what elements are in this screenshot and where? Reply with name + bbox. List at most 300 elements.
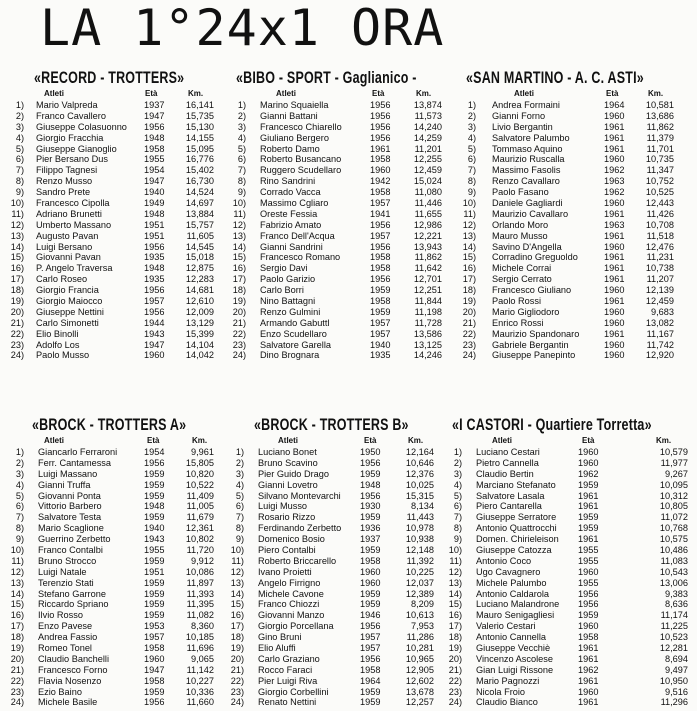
athlete-name: Valerio Cestari <box>476 621 536 632</box>
athlete-distance-km: 11,426 <box>646 208 674 219</box>
athlete-distance-km: 8,694 <box>665 653 688 664</box>
athlete-row <box>462 263 691 274</box>
athlete-distance-km: 9,267 <box>665 468 688 479</box>
athlete-rank: 17) <box>232 274 246 285</box>
athlete-rank: 4) <box>235 479 244 490</box>
athlete-name: Michele Palumbo <box>476 577 547 588</box>
athlete-name: Marciano Stefanato <box>476 479 556 490</box>
athlete-name: Francesco Giuliano <box>492 285 572 296</box>
athlete-distance-km: 11,897 <box>186 577 214 588</box>
athlete-name: Domen. Chirieleison <box>476 534 559 545</box>
athlete-rank: 11) <box>11 555 24 566</box>
athlete-name: Luciano Bonet <box>258 447 317 457</box>
team-name: «I CASTORI - Quartiere Torretta» <box>452 415 652 434</box>
athlete-row <box>10 686 228 698</box>
athlete-rank: 16) <box>10 263 24 274</box>
athlete-birth-year: 1946 <box>360 610 381 621</box>
athlete-name: Gian Luigi Rissone <box>476 664 554 675</box>
athlete-distance-km: 11,201 <box>414 143 442 154</box>
athlete-birth-year: 1957 <box>144 632 165 643</box>
athlete-rank: 15) <box>448 599 462 610</box>
athlete-name: Maurizio Cavallaro <box>492 208 569 219</box>
athlete-rank: 3) <box>15 121 24 132</box>
athlete-row <box>230 632 454 643</box>
athlete-row <box>466 144 691 155</box>
athlete-birth-year: 1935 <box>144 274 165 285</box>
athlete-rank: 18) <box>230 632 244 643</box>
athlete-distance-km: 11,573 <box>414 110 442 121</box>
athlete-birth-year: 1956 <box>360 653 381 664</box>
athlete-distance-km: 10,805 <box>659 501 688 512</box>
athlete-birth-year: 1956 <box>370 121 391 132</box>
athlete-row <box>232 219 466 231</box>
athlete-name: Gianni Truffa <box>38 479 91 490</box>
athlete-rank: 13) <box>230 577 244 588</box>
athlete-distance-km: 11,720 <box>186 545 214 556</box>
athlete-row <box>448 588 692 600</box>
athlete-row <box>232 230 466 242</box>
athlete-birth-year: 1961 <box>604 132 625 143</box>
athlete-row <box>236 154 466 165</box>
athlete-row <box>14 144 228 155</box>
athlete-list <box>10 447 228 708</box>
column-header-age: Età <box>372 89 385 98</box>
athlete-name: Andrea Fassio <box>38 632 98 643</box>
athlete-distance-km: 9,383 <box>665 588 688 599</box>
column-header-age: Età <box>147 436 160 445</box>
athlete-row <box>466 154 691 165</box>
athlete-rank: 6) <box>237 154 246 165</box>
athlete-name: Claudio Banchelli <box>38 653 109 664</box>
athlete-name: Franco Dell'Acqua <box>260 230 335 241</box>
athlete-name: Ruggero Scudellaro <box>260 165 342 176</box>
athlete-name: Sandro Prete <box>36 187 91 198</box>
athlete-rank: 12) <box>230 566 244 577</box>
athlete-distance-km: 11,080 <box>414 187 442 198</box>
athlete-distance-km: 10,543 <box>659 566 688 577</box>
athlete-rank: 21) <box>232 317 246 328</box>
athlete-row <box>231 555 454 567</box>
athlete-row <box>10 241 228 253</box>
athlete-distance-km: 11,347 <box>646 165 674 176</box>
athlete-row <box>234 491 454 502</box>
athlete-name: Francesco Chiarello <box>260 121 342 132</box>
athlete-name: Tommaso Aquino <box>492 143 563 154</box>
athlete-distance-km: 15,735 <box>185 110 214 121</box>
athlete-row <box>234 512 454 523</box>
athlete-name: Orlando Moro <box>492 219 549 230</box>
athlete-distance-km: 15,757 <box>185 219 214 230</box>
athlete-name: Renzo Musso <box>36 176 93 187</box>
athlete-name: Riccardo Spriano <box>38 599 109 610</box>
team-name: «RECORD - TROTTERS» <box>34 68 185 87</box>
athlete-name: Oreste Fessia <box>260 208 318 219</box>
athlete-birth-year: 1957 <box>360 632 381 643</box>
athlete-birth-year: 1956 <box>360 490 381 501</box>
athlete-distance-km: 13,874 <box>413 100 442 110</box>
athlete-name: Giuseppe Serratore <box>476 512 557 523</box>
athlete-rank: 24) <box>462 350 476 361</box>
athlete-rank: 7) <box>237 165 246 176</box>
athlete-row <box>232 252 466 263</box>
athlete-row <box>232 296 466 307</box>
athlete-rank: 5) <box>15 490 24 501</box>
athlete-rank: 4) <box>237 132 246 143</box>
athlete-rank: 10) <box>230 545 244 556</box>
athlete-rank: 9) <box>453 534 462 545</box>
athlete-row <box>232 285 466 296</box>
column-header-row <box>14 89 228 100</box>
athlete-name: Nicola Froio <box>476 686 526 697</box>
athlete-row <box>14 133 228 144</box>
column-header-age: Età <box>606 89 619 98</box>
athlete-birth-year: 1956 <box>370 132 391 143</box>
athlete-birth-year: 1947 <box>144 176 165 187</box>
athlete-rank: 8) <box>467 176 476 187</box>
athlete-row <box>236 165 466 176</box>
athlete-row <box>236 187 466 198</box>
athlete-rank: 18) <box>448 632 462 643</box>
athlete-distance-km: 10,086 <box>185 566 214 577</box>
athlete-name: Fabrizio Amato <box>260 219 322 230</box>
athlete-birth-year: 1957 <box>360 643 381 654</box>
page-title: LA 1°24x1 ORA <box>40 0 445 57</box>
athlete-distance-km: 11,862 <box>414 252 442 263</box>
athlete-distance-km: 10,950 <box>659 675 688 686</box>
athlete-rank: 8) <box>15 523 24 534</box>
athlete-birth-year: 1964 <box>604 100 625 110</box>
athlete-rank: 21) <box>10 664 24 675</box>
athlete-distance-km: 14,104 <box>185 339 214 350</box>
athlete-rank: 2) <box>237 110 246 121</box>
athlete-distance-km: 10,227 <box>185 675 214 686</box>
athlete-row <box>234 523 454 534</box>
athlete-birth-year: 1951 <box>144 566 165 577</box>
athlete-rank: 20) <box>230 653 244 664</box>
athlete-row <box>232 350 466 361</box>
athlete-rank: 9) <box>15 534 24 545</box>
athlete-rank: 13) <box>462 230 476 241</box>
athlete-name: Luigi Natale <box>38 566 87 577</box>
column-header-km: Km. <box>656 436 672 445</box>
athlete-name: Antonio Cannella <box>476 632 546 643</box>
athlete-distance-km: 11,392 <box>406 555 434 566</box>
athlete-birth-year: 1948 <box>144 132 165 143</box>
athlete-birth-year: 1961 <box>578 675 599 686</box>
athlete-row <box>448 653 692 665</box>
athlete-birth-year: 1955 <box>578 555 599 566</box>
athlete-row <box>14 176 228 187</box>
athlete-distance-km: 13,884 <box>185 208 214 219</box>
athlete-birth-year: 1962 <box>604 187 625 198</box>
athlete-birth-year: 1955 <box>578 545 599 556</box>
athlete-name: Paolo Rossi <box>492 296 542 307</box>
athlete-name: Giovanni Pavan <box>36 252 101 263</box>
athlete-birth-year: 1963 <box>604 176 625 187</box>
athlete-row <box>234 469 454 480</box>
athlete-name: Massimo Fasolis <box>492 165 561 176</box>
athlete-name: Luciano Cestari <box>476 447 540 457</box>
athlete-name: Mauro Senigagliesi <box>476 610 555 621</box>
athlete-name: Paolo Musso <box>36 350 90 361</box>
athlete-row <box>232 241 466 253</box>
athlete-birth-year: 1959 <box>144 512 165 523</box>
athlete-rank: 5) <box>467 143 476 154</box>
athlete-distance-km: 12,255 <box>413 154 442 165</box>
column-header-km: Km. <box>192 436 208 445</box>
athlete-row <box>230 566 454 578</box>
athlete-name: Gianni Battani <box>260 110 318 121</box>
athlete-row <box>14 501 228 512</box>
athlete-distance-km: 14,259 <box>413 132 442 143</box>
athlete-distance-km: 14,042 <box>185 350 214 361</box>
column-header-athletes: Atleti <box>514 89 534 98</box>
athlete-row <box>466 165 691 176</box>
athlete-rank: 21) <box>462 317 476 328</box>
athlete-distance-km: 12,701 <box>413 274 442 285</box>
athlete-name: Flavia Nosenzo <box>38 675 102 686</box>
athlete-name: Sergio Cerrato <box>492 274 552 285</box>
athlete-row <box>14 523 228 534</box>
athlete-birth-year: 1960 <box>604 241 625 252</box>
athlete-name: Giovanni Ponta <box>38 490 101 501</box>
athlete-row <box>452 534 692 545</box>
athlete-birth-year: 1961 <box>578 653 599 664</box>
athlete-rank: 9) <box>467 187 476 198</box>
athlete-distance-km: 10,581 <box>645 100 674 110</box>
athlete-birth-year: 1948 <box>144 208 165 219</box>
athlete-distance-km: 15,130 <box>185 121 214 132</box>
athlete-row <box>462 219 691 231</box>
athlete-name: Giorgio Corbellini <box>258 686 329 697</box>
athlete-rank: 22) <box>448 675 462 686</box>
athlete-row <box>14 491 228 502</box>
athlete-rank: 18) <box>10 285 24 296</box>
athlete-name: Angelo Firrigno <box>258 577 321 588</box>
athlete-list <box>448 447 692 708</box>
athlete-distance-km: 11,231 <box>646 252 674 263</box>
athlete-distance-km: 14,155 <box>185 132 214 143</box>
athlete-distance-km: 13,006 <box>659 577 688 588</box>
athlete-birth-year: 1961 <box>604 252 625 263</box>
athlete-rank: 10) <box>10 545 24 556</box>
athlete-name: Roberto Damo <box>260 143 320 154</box>
athlete-rank: 13) <box>10 230 24 241</box>
athlete-distance-km: 13,678 <box>405 686 434 697</box>
athlete-name: Massimo Cgliaro <box>260 198 329 209</box>
athlete-birth-year: 1947 <box>144 110 165 121</box>
athlete-distance-km: 11,728 <box>414 317 442 328</box>
athlete-row <box>14 100 228 111</box>
athlete-distance-km: 11,655 <box>414 208 442 219</box>
athlete-birth-year: 1954 <box>144 447 165 457</box>
athlete-row <box>448 621 692 632</box>
athlete-rank: 21) <box>448 664 462 675</box>
athlete-distance-km: 13,943 <box>413 241 442 252</box>
athlete-rank: 20) <box>10 306 24 317</box>
athlete-birth-year: 1956 <box>370 110 391 121</box>
athlete-name: Mario Pagnozzi <box>476 675 540 686</box>
athlete-birth-year: 1958 <box>370 296 391 307</box>
athlete-row <box>462 350 691 361</box>
athlete-rank: 12) <box>10 566 24 577</box>
column-header-athletes: Atleti <box>278 436 298 445</box>
athlete-rank: 6) <box>15 154 24 165</box>
athlete-name: Giorgio Porcellana <box>258 621 334 632</box>
athlete-name: Enzo Pavese <box>38 621 93 632</box>
athlete-rank: 1) <box>235 447 244 457</box>
athlete-birth-year: 1960 <box>604 110 625 121</box>
athlete-name: Ugo Cavagnero <box>476 566 541 577</box>
athlete-name: Marino Squaiella <box>260 100 329 110</box>
athlete-birth-year: 1959 <box>578 479 599 490</box>
athlete-name: Luigi Massano <box>38 468 98 479</box>
athlete-name: Bruno Scavino <box>258 457 318 468</box>
athlete-row <box>236 122 466 133</box>
athlete-rank: 4) <box>15 479 24 490</box>
athlete-name: Adriano Brunetti <box>36 208 102 219</box>
athlete-birth-year: 1959 <box>144 610 165 621</box>
athlete-distance-km: 10,336 <box>185 686 214 697</box>
athlete-rank: 8) <box>453 523 462 534</box>
athlete-rank: 15) <box>232 252 246 263</box>
athlete-row <box>462 198 691 209</box>
athlete-rank: 17) <box>462 274 476 285</box>
athlete-distance-km: 15,024 <box>413 176 442 187</box>
athlete-distance-km: 10,185 <box>185 632 214 643</box>
athlete-birth-year: 1961 <box>604 328 625 339</box>
athlete-name: Carlo Borri <box>260 285 304 296</box>
athlete-row <box>448 545 692 556</box>
athlete-row <box>14 534 228 545</box>
athlete-distance-km: 12,257 <box>405 697 434 708</box>
athlete-rank: 22) <box>230 675 244 686</box>
athlete-rank: 18) <box>10 632 24 643</box>
athlete-row <box>10 632 228 643</box>
athlete-birth-year: 1958 <box>144 143 165 154</box>
athlete-name: Giovanni Manzo <box>258 610 325 621</box>
athlete-distance-km: 12,281 <box>659 643 688 654</box>
athlete-name: Francesco Romano <box>260 252 341 263</box>
athlete-distance-km: 12,610 <box>185 296 214 307</box>
athlete-row <box>14 122 228 133</box>
athlete-rank: 10) <box>462 198 476 209</box>
athlete-distance-km: 10,522 <box>185 479 214 490</box>
athlete-rank: 24) <box>230 697 244 708</box>
athlete-birth-year: 1955 <box>144 154 165 165</box>
athlete-birth-year: 1959 <box>578 523 599 534</box>
athlete-distance-km: 9,065 <box>191 653 214 664</box>
athlete-distance-km: 15,018 <box>185 252 214 263</box>
athlete-row <box>10 285 228 296</box>
athlete-birth-year: 1961 <box>604 296 625 307</box>
athlete-birth-year: 1956 <box>144 306 165 317</box>
athlete-distance-km: 13,125 <box>413 339 442 350</box>
athlete-rank: 18) <box>232 285 246 296</box>
athlete-distance-km: 11,742 <box>646 339 674 350</box>
athlete-name: Michele Cavone <box>258 588 324 599</box>
athlete-row <box>10 306 228 318</box>
athlete-rank: 13) <box>10 577 24 588</box>
athlete-rank: 14) <box>232 241 246 252</box>
athlete-birth-year: 1935 <box>144 252 165 263</box>
athlete-row <box>230 621 454 632</box>
athlete-row <box>10 653 228 665</box>
athlete-distance-km: 10,938 <box>405 534 434 545</box>
athlete-birth-year: 1951 <box>144 230 165 241</box>
team-brock-trotters-a <box>10 415 228 708</box>
athlete-distance-km: 10,095 <box>659 479 688 490</box>
athlete-distance-km: 12,376 <box>405 468 434 479</box>
athlete-distance-km: 11,083 <box>660 555 688 566</box>
athlete-rank: 23) <box>230 686 244 697</box>
athlete-distance-km: 11,977 <box>660 457 688 468</box>
athlete-birth-year: 1956 <box>370 241 391 252</box>
athlete-birth-year: 1949 <box>144 198 165 209</box>
athlete-row <box>230 577 454 589</box>
athlete-row <box>10 350 228 361</box>
athlete-rank: 10) <box>448 545 462 556</box>
athlete-name: Bruno Strocco <box>38 555 97 566</box>
athlete-row <box>232 198 466 209</box>
athlete-row <box>14 458 228 469</box>
athlete-name: Giuseppe Nettini <box>36 306 104 317</box>
athlete-name: Franco Contalbi <box>38 545 103 556</box>
athlete-row <box>14 447 228 458</box>
athlete-rank: 7) <box>235 512 244 523</box>
athlete-name: Ivano Proietti <box>258 566 312 577</box>
athlete-rank: 2) <box>235 457 244 468</box>
athlete-birth-year: 1942 <box>370 176 391 187</box>
athlete-rank: 9) <box>235 534 244 545</box>
athlete-rank: 2) <box>15 457 24 468</box>
athlete-row <box>10 566 228 578</box>
column-header-age: Età <box>364 436 377 445</box>
athlete-distance-km: 11,642 <box>414 263 442 274</box>
athlete-row <box>230 664 454 676</box>
athlete-name: Ferdinando Zerbetto <box>258 523 342 534</box>
athlete-row <box>448 610 692 621</box>
athlete-birth-year: 1959 <box>144 490 165 501</box>
athlete-row <box>236 133 466 144</box>
athlete-name: Pier Guido Drago <box>258 468 329 479</box>
athlete-birth-year: 1958 <box>144 643 165 654</box>
athlete-birth-year: 1957 <box>370 198 391 209</box>
athlete-row <box>14 187 228 198</box>
athlete-birth-year: 1937 <box>144 100 165 110</box>
athlete-birth-year: 1960 <box>360 577 381 588</box>
athlete-birth-year: 1958 <box>370 252 391 263</box>
athlete-distance-km: 11,443 <box>406 512 434 523</box>
athlete-row <box>236 100 466 111</box>
athlete-distance-km: 13,082 <box>645 317 674 328</box>
athlete-name: Claudio Bertin <box>476 468 534 479</box>
athlete-name: Rocco Faraci <box>258 664 313 675</box>
athlete-birth-year: 1959 <box>578 610 599 621</box>
athlete-row <box>11 208 228 220</box>
athlete-birth-year: 1940 <box>144 187 165 198</box>
athlete-name: Pier Bersano Dus <box>36 154 109 165</box>
athlete-name: Antonio Caldarola <box>476 588 550 599</box>
athlete-row <box>232 328 466 340</box>
athlete-birth-year: 1960 <box>144 653 165 664</box>
athlete-distance-km: 11,409 <box>186 490 214 501</box>
athlete-name: Michele Basile <box>38 697 98 708</box>
athlete-birth-year: 1959 <box>144 588 165 599</box>
athlete-rank: 11) <box>449 555 462 566</box>
athlete-birth-year: 1961 <box>604 143 625 154</box>
athlete-birth-year: 1947 <box>144 664 165 675</box>
